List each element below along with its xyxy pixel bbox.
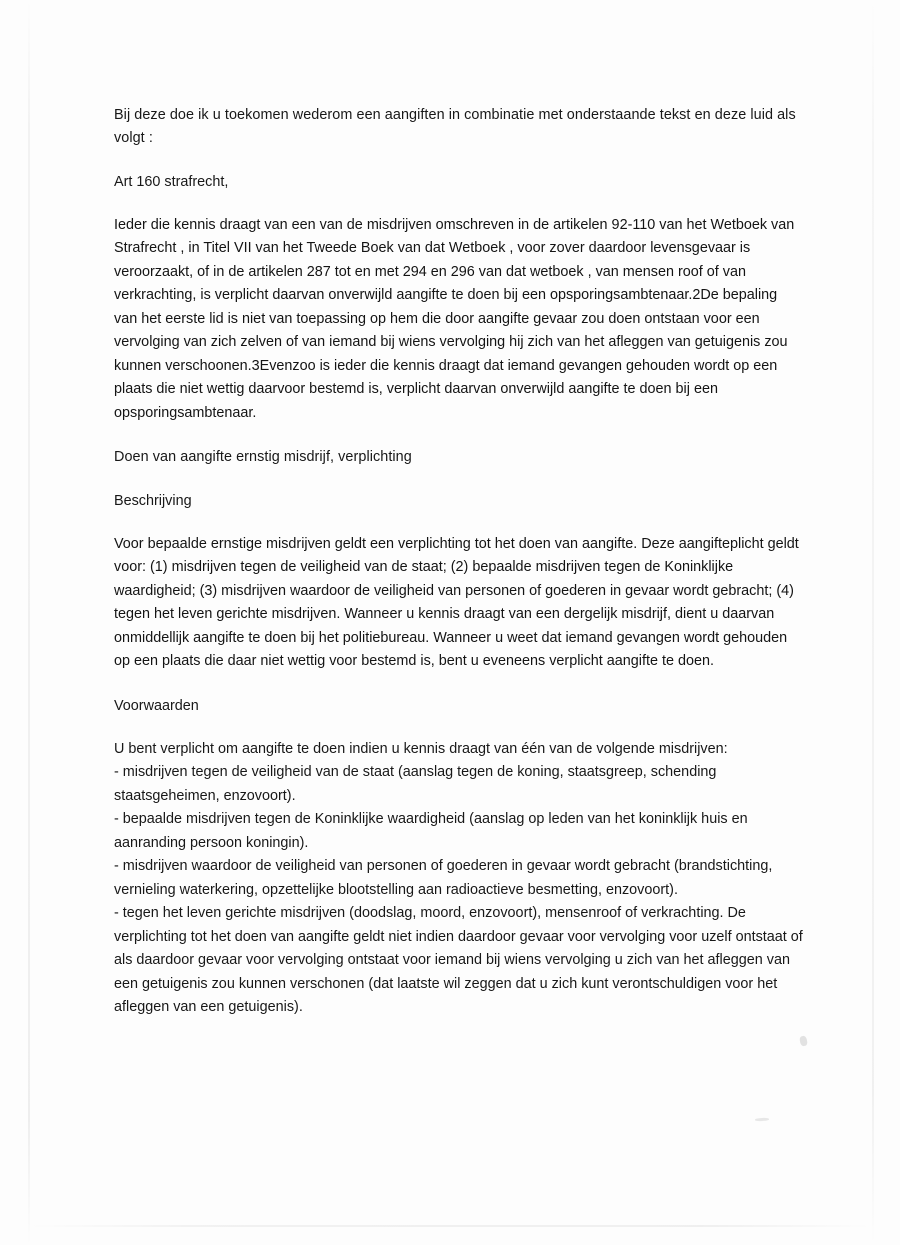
section-title-voorwaarden: Voorwaarden (114, 697, 199, 714)
section-body-beschrijving: Voor bepaalde ernstige misdrijven geldt een verplichting tot het doen van aangifte. Deze aangifteplicht geldt voor: (1) misdrijven tegen de veiligheid van de staat; (2) bepaalde misdrijven tegen de Koninklijke waardigheid; (3) misdrijven waardoor de veiligheid van personen of goederen in gevaar wordt gebracht; (4) tegen het leven gerichte misdrijven. Wanneer u kennis draagt van een dergelijk misdrijf, dient u daarvan onmiddellijk aangifte te doen bij het politiebureau. Wanneer u weet dat iemand gevangen wordt gehouden op een plaats die daar niet wettig voor bestemd is, bent u eveneens verplicht aangifte te doen. (114, 535, 799, 670)
subject-line: Doen van aangifte ernstig misdrijf, verplichting (114, 449, 412, 466)
voorwaarden-block (114, 738, 804, 1020)
voorwaarden-intro: U bent verplicht om aangifte te doen indien u kennis draagt van één van de volgende misdrijven: (114, 741, 728, 757)
list-item: - bepaalde misdrijven tegen de Koninklijke waardigheid (aanslag op leden van het koninklijk huis en aanranding persoon koningin). (114, 811, 748, 851)
article-body: Ieder die kennis draagt van een van de misdrijven omschreven in de artikelen 92-110 van het Wetboek van Strafrecht , in Titel VII van het Tweede Boek van dat Wetboek , voor zover daardoor levensgevaar is veroorzaakt, of in de artikelen 287 tot en met 294 en 296 van dat wetboek , van mensen roof of van verkrachting, is verplicht daarvan onverwijld aangifte te doen bij een opsporingsambtenaar.2De bepaling van het eerste lid is niet van toepassing op hem die door aangifte gevaar zou doen ontstaan voor een vervolging van zich zelven of van iemand bij wiens vervolging hij zich van het afleggen van getuigenis zou kunnen verschoonen.3Evenzoo is ieder die kennis draagt dat iemand gevangen gehouden wordt op een plaats die niet wettig daarvoor bestemd is, verplicht daarvan onverwijld aangifte te doen bij een opsporingsambtenaar. (114, 216, 795, 421)
page-edge-left (28, 0, 30, 1245)
article-title: Art 160 strafrecht, (114, 173, 229, 190)
scan-artifact (755, 1118, 769, 1122)
scan-artifact (799, 1035, 808, 1046)
intro-paragraph: Bij deze doe ik u toekomen wederom een aangiften in combinatie met onderstaande tekst en deze luid als volgt : (114, 107, 796, 147)
list-item: - tegen het leven gerichte misdrijven (doodslag, moord, enzovoort), mensenroof of verkrachting. De verplichting tot het doen van aangifte geldt niet indien daardoor gevaar voor vervolging voor uzelf ontstaat of als daardoor gevaar voor vervolging ontstaat voor iemand bij wiens vervolging u zich van het afleggen van een getuigenis zou kunnen verschonen (dat laatste wil zeggen dat u zich kunt verontschuldigen voor het afleggen van een getuigenis). (114, 905, 803, 1016)
page-edge-right (872, 0, 874, 1245)
document-body (114, 104, 804, 1040)
list-item: - misdrijven waardoor de veiligheid van personen of goederen in gevaar wordt gebracht (brandstichting, vernieling waterkering, opzettelijke blootstelling aan radioactieve besmetting, enzovoort). (114, 858, 773, 898)
list-item: - misdrijven tegen de veiligheid van de staat (aanslag tegen de koning, staatsgreep, schending staatsgeheimen, enzovoort). (114, 764, 717, 804)
section-title-beschrijving: Beschrijving (114, 492, 192, 509)
page-edge-bottom (30, 1225, 870, 1227)
